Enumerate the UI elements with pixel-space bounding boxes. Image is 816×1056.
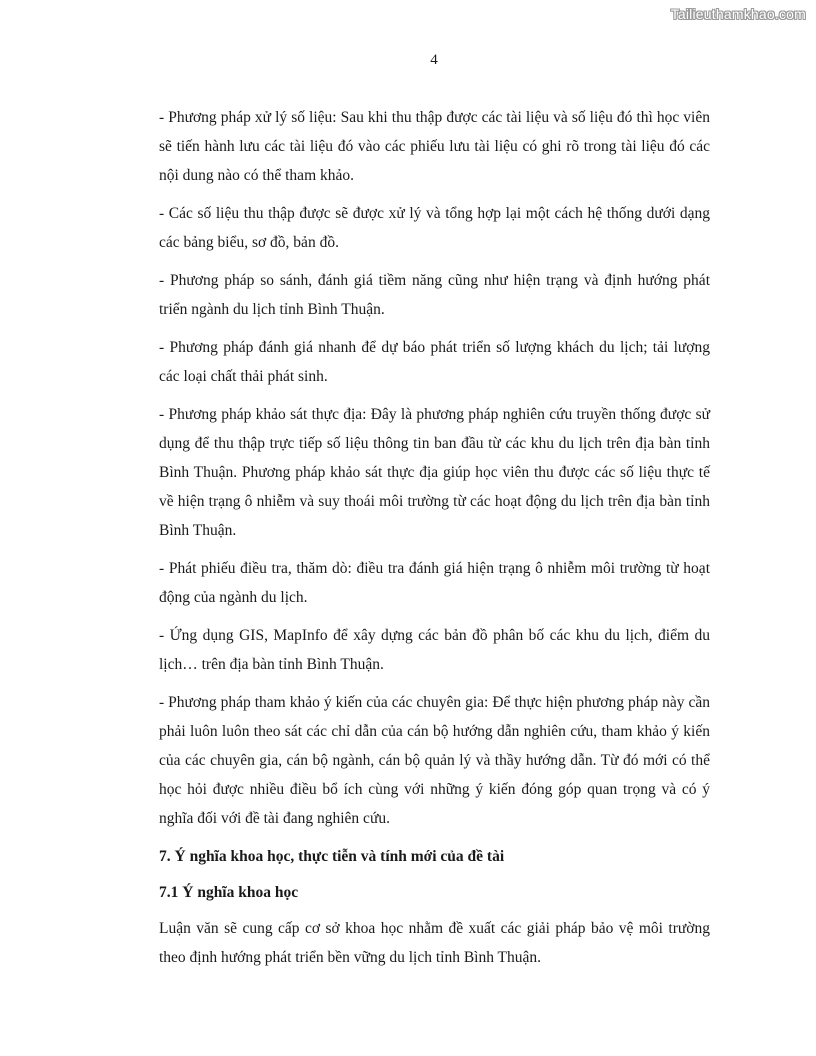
paragraph-expert-consultation: - Phương pháp tham khảo ý kiến của các chuyên gia: Để thực hiện phương pháp này cần phải luôn luôn theo sát các chỉ dẫn của cán bộ hướng dẫn nghiên cứu, tham khảo ý kiến của các chuyên gia, cán bộ ngành, cán bộ quản lý và thầy hướng dẫn. Từ đó mới có thể học hỏi được nhiều điều bổ ích cùng với những ý kiến đóng góp quan trọng và có ý nghĩa đối với đề tài đang nghiên cứu. [159, 694, 710, 827]
paragraph-gis-mapinfo: - Ứng dụng GIS, MapInfo để xây dựng các bản đồ phân bố các khu du lịch, điểm du lịch… trên địa bàn tỉnh Bình Thuận. [159, 627, 710, 673]
subsection-heading: 7.1 Ý nghĩa khoa học [159, 884, 299, 901]
page-number: 4 [430, 52, 438, 68]
paragraph-questionnaire: - Phát phiếu điều tra, thăm dò: điều tra đánh giá hiện trạng ô nhiễm môi trường từ hoạt động của ngành du lịch. [159, 560, 710, 606]
paragraph-data-processing: - Phương pháp xử lý số liệu: Sau khi thu thập được các tài liệu và số liệu đó thì học viên sẽ tiến hành lưu các tài liệu đó vào các phiếu lưu tài liệu có ghi rõ trong tài liệu đó các nội dung nào có thể tham khảo. [159, 109, 710, 184]
paragraph-data-synthesis: - Các số liệu thu thập được sẽ được xử lý và tổng hợp lại một cách hệ thống dưới dạng các bảng biểu, sơ đồ, bản đồ. [159, 205, 710, 251]
paragraph-scientific-significance: Luận văn sẽ cung cấp cơ sở khoa học nhằm đề xuất các giải pháp bảo vệ môi trường theo định hướng phát triển bền vững du lịch tỉnh Bình Thuận. [159, 920, 710, 966]
document-body [159, 103, 710, 981]
section-heading: 7. Ý nghĩa khoa học, thực tiễn và tính mới của đề tài [159, 848, 505, 865]
paragraph-field-survey: - Phương pháp khảo sát thực địa: Đây là phương pháp nghiên cứu truyền thống được sử dụng để thu thập trực tiếp số liệu thông tin ban đầu từ các khu du lịch trên địa bàn tỉnh Bình Thuận. Phương pháp khảo sát thực địa giúp học viên thu được các số liệu thực tế về hiện trạng ô nhiễm và suy thoái môi trường từ các hoạt động du lịch trên địa bàn tỉnh Bình Thuận. [159, 406, 710, 539]
paragraph-comparison-method: - Phương pháp so sánh, đánh giá tiềm năng cũng như hiện trạng và định hướng phát triển ngành du lịch tỉnh Bình Thuận. [159, 272, 710, 318]
watermark: Tailieuthamkhao.com [670, 6, 806, 22]
paragraph-rapid-assessment: - Phương pháp đánh giá nhanh để dự báo phát triển số lượng khách du lịch; tải lượng các loại chất thải phát sinh. [159, 339, 710, 385]
